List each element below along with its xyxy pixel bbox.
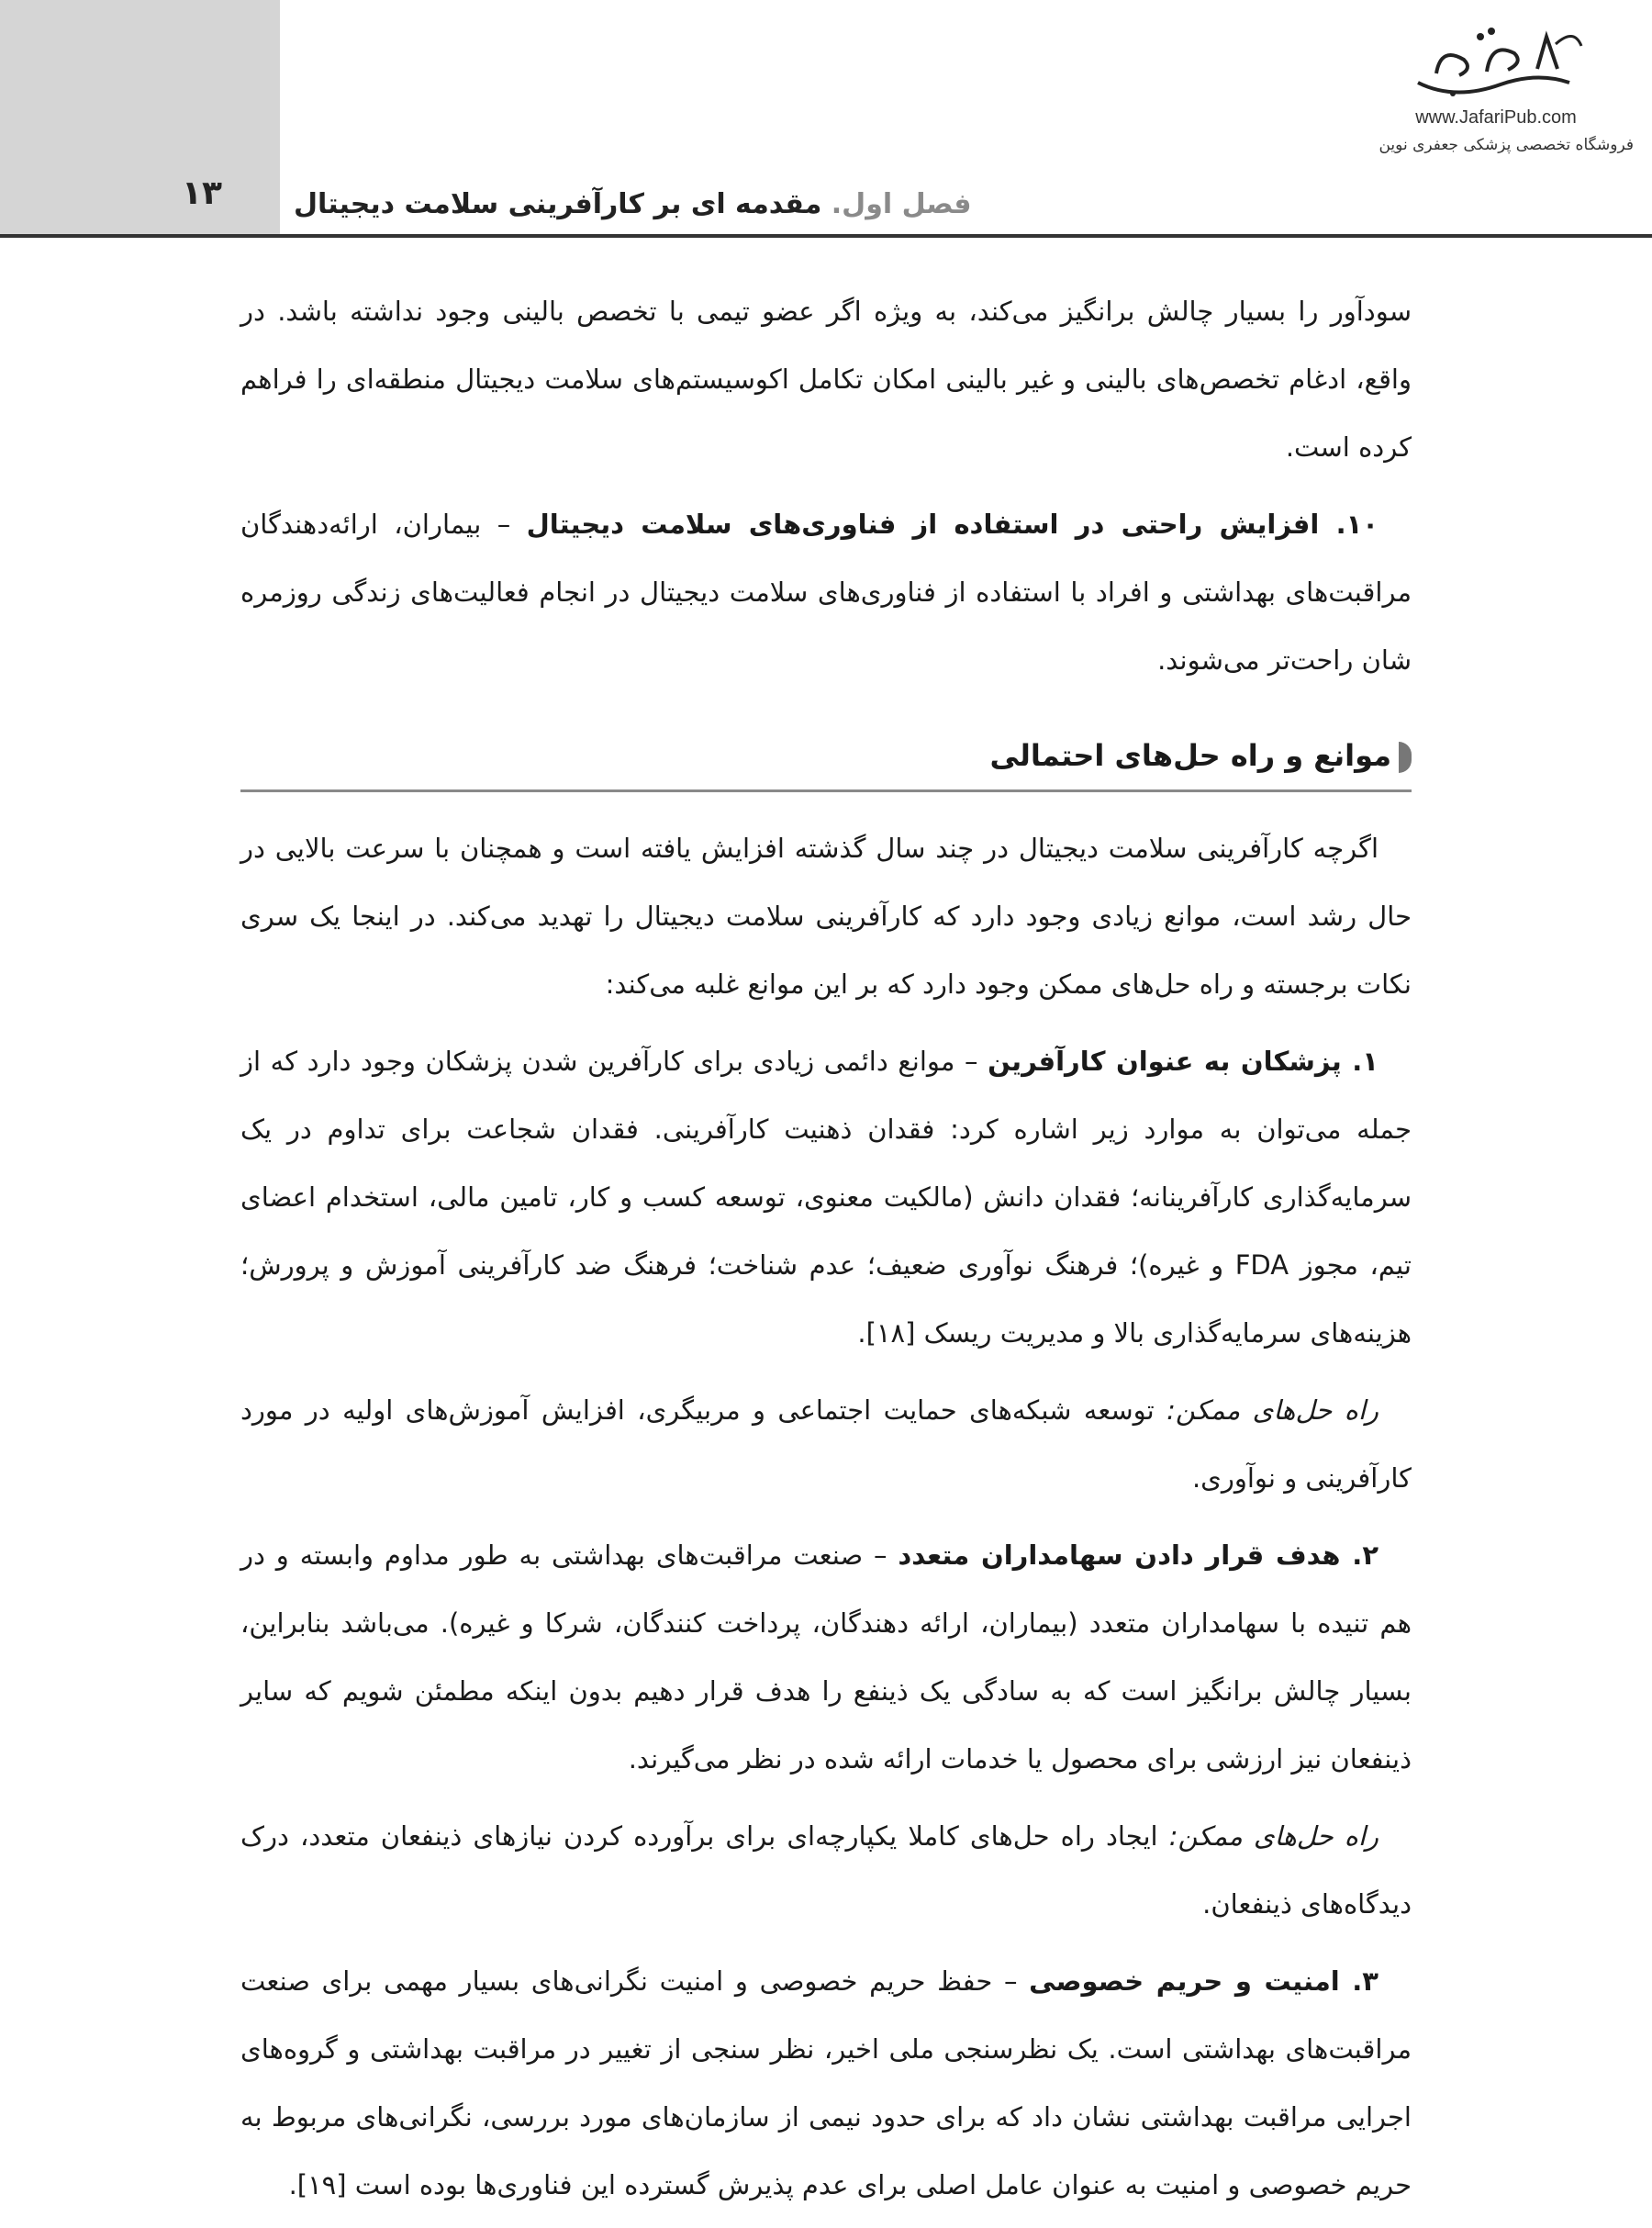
list-item-10-text: – بیماران، ارائه‌دهندگان مراقبت‌های بهداشتی و افراد با استفاده از فناوری‌های سلامت دیجیتال در انجام فعالیت‌های زندگی روزمره شان راحت‌تر می‌شوند. — [240, 509, 1412, 676]
section-heading-text: موانع و راه حل‌های احتمالی — [989, 738, 1391, 773]
list-item-3-text: – حفظ حریم خصوصی و امنیت نگرانی‌های بسیار مهمی برای صنعت مراقبت‌های بهداشتی است. یک نظرسنجی ملی اخیر، نظر سنجی از تغییر در مراقبت بهداشتی و گروه‌های اجرایی مراقبت بهداشتی نشان داد که برای حدود نیمی از سازمان‌های مورد بررسی، نگرانی‌های مربوط به حریم خصوصی و امنیت به عنوان عامل اصلی برای عدم پذیرش گسترده این فناوری‌ها بوده است [۱۹]. — [240, 1965, 1412, 2200]
publisher-url: www.JafariPub.com — [1415, 107, 1577, 128]
list-item-1-text: – موانع دائمی زیادی برای کارآفرین شدن پزشکان وجود دارد که از جمله می‌توان به موارد زیر اشاره کرد: فقدان ذهنیت کارآفرینی. فقدان شجاعت برای تداوم در یک سرمایه‌گذاری کارآفرینانه؛ فقدان دانش (مالکیت معنوی، توسعه کسب و کار، تامین مالی، استخدام اعضای تیم، مجوز FDA و غیره)؛ فرهنگ نوآوری ضعیف؛ عدم شناخت؛ فرهنگ ضد کارآفرینی آموزش و پرورش؛ هزینه‌های سرمایه‌گذاری بالا و مدیریت ریسک [۱۸]. — [240, 1046, 1412, 1349]
intro-paragraph: اگرچه کارآفرینی سلامت دیجیتال در چند سال گذشته افزایش یافته است و همچنان با سرعت بالایی در حال رشد است، موانع زیادی وجود دارد که کارآفرینی سلامت دیجیتال را تهدید می‌کند. در اینجا یک سری نکات برجسته و راه حل‌های ممکن وجود دارد که بر این موانع غلبه می‌کند: — [240, 833, 1412, 1000]
chapter-title: مقدمه ای بر کارآفرینی سلامت دیجیتال — [294, 188, 822, 220]
list-item-2 — [240, 1521, 1412, 1793]
list-item-1 — [240, 1027, 1412, 1367]
section-heading — [240, 722, 1412, 792]
list-item-1-title: ۱. پزشکان به عنوان کارآفرین — [988, 1046, 1379, 1077]
list-item-10 — [240, 490, 1412, 694]
solution-1 — [240, 1376, 1412, 1512]
page-number: ۱۳ — [182, 174, 222, 212]
solution-2 — [240, 1802, 1412, 1938]
list-item-10-title: ۱۰. افزایش راحتی در استفاده از فناوری‌های سلامت دیجیتال — [526, 509, 1379, 540]
list-item-3 — [240, 1947, 1412, 2219]
list-item-2-text: – صنعت مراقبت‌های بهداشتی به طور مداوم وابسته و در هم تنیده با سهامداران متعدد (بیماران، ارائه دهندگان، پرداخت کنندگان، شرکا و غیره). می‌باشد بنابراین، بسیار چالش برانگیز است که به سادگی یک ذینفع را هدف قرار دهیم بدون اینکه مطمئن شویم که سایر ذینفعان نیز ارزشی برای محصول یا خدمات ارائه شده در نظر می‌گیرند. — [240, 1539, 1412, 1775]
publisher-tagline: فروشگاه تخصصی پزشکی جعفری نوین — [1379, 136, 1634, 154]
list-item-3-title: ۳. امنیت و حریم خصوصی — [1029, 1965, 1379, 1997]
solution-1-label: راه حل‌های ممکن: — [1166, 1394, 1379, 1426]
publisher-logo-mark — [1400, 18, 1592, 106]
running-header — [294, 188, 972, 220]
paragraph-continuation: سودآور را بسیار چالش برانگیز می‌کند، به ویژه اگر عضو تیمی با تخصص بالینی وجود نداشته باشد. در واقع، ادغام تخصص‌های بالینی و غیر بالینی امکان تکامل اکوسیستم‌های سلامت دیجیتال منطقه‌ای را فراهم کرده است. — [240, 296, 1412, 463]
page-body — [240, 277, 1412, 2228]
solution-2-text: ایجاد راه حل‌های کاملا یکپارچه‌ای برای برآورده کردن نیازهای ذینفعان متعدد، درک دیدگاه‌های ذینفعان. — [240, 1820, 1412, 1920]
heading-marker-icon — [1399, 742, 1412, 773]
chapter-label: فصل اول. — [831, 188, 972, 220]
header-divider — [0, 234, 1652, 238]
list-item-2-title: ۲. هدف قرار دادن سهامداران متعدد — [898, 1539, 1379, 1571]
solution-2-label: راه حل‌های ممکن: — [1168, 1820, 1379, 1852]
publisher-logo — [1358, 18, 1634, 184]
solution-1-text: توسعه شبکه‌های حمایت اجتماعی و مربیگری، افزایش آموزش‌های اولیه در مورد کارآفرینی و نوآوری. — [240, 1394, 1412, 1494]
